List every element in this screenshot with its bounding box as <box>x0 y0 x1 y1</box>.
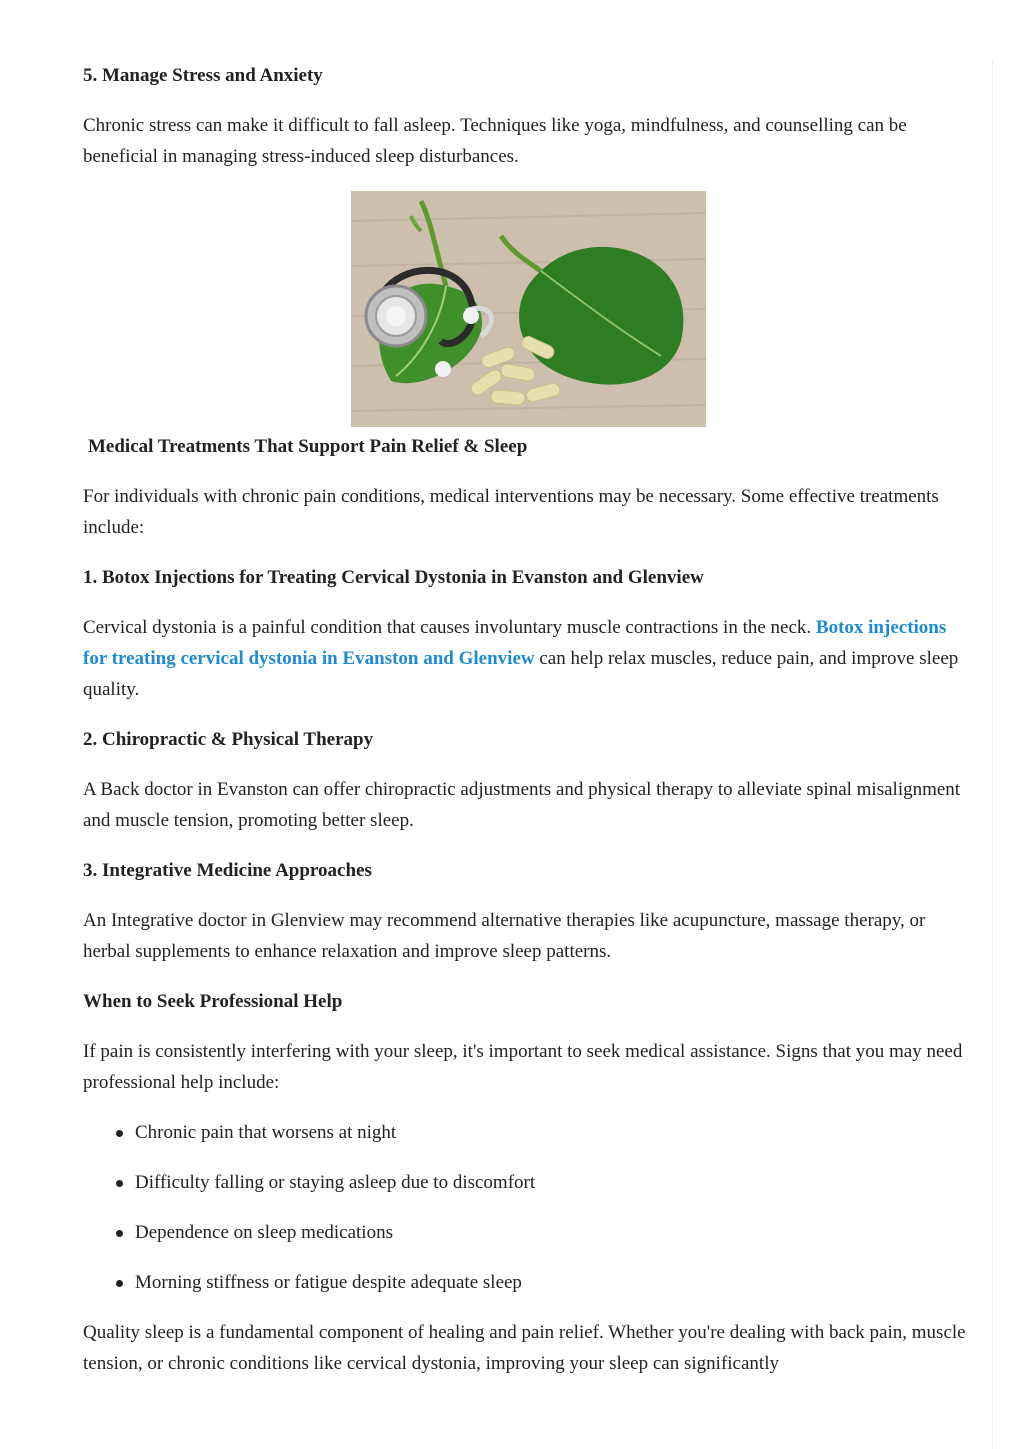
bullet-icon <box>116 1130 123 1137</box>
herbal-medicine-image <box>83 191 973 427</box>
closing-paragraph: Quality sleep is a fundamental component of healing and pain relief. Whether you're dealing with back pain, muscle tension, or chronic conditions like cervical dystonia, improving your sleep can significantly <box>83 1322 966 1374</box>
botox-cervical-dystonia-link[interactable]: Botox injections for treating cervical dystonia in Evanston and Glenview <box>83 617 947 669</box>
list-item-text: Difficulty falling or staying asleep due to discomfort <box>135 1172 536 1193</box>
botox-heading: 1. Botox Injections for Treating Cervical Dystonia in Evanston and Glenview <box>83 567 704 588</box>
integrative-paragraph: An Integrative doctor in Glenview may recommend alternative therapies like acupuncture, massage therapy, or herbal supplements to enhance relaxation and improve sleep patterns. <box>83 910 926 962</box>
medical-treatments-paragraph: For individuals with chronic pain conditions, medical interventions may be necessary. Some effective treatments include: <box>83 486 939 538</box>
botox-text-after: can help relax muscles, reduce pain, and improve sleep quality. <box>83 648 959 700</box>
warning-signs-list <box>83 1117 973 1298</box>
integrative-heading: 3. Integrative Medicine Approaches <box>83 860 372 881</box>
list-item-text: Morning stiffness or fatigue despite adequate sleep <box>135 1272 522 1293</box>
list-item-text: Chronic pain that worsens at night <box>135 1122 397 1143</box>
stress-paragraph: Chronic stress can make it difficult to fall asleep. Techniques like yoga, mindfulness, and counselling can be beneficial in managing stress-induced sleep disturbances. <box>83 115 907 167</box>
professional-help-heading: When to Seek Professional Help <box>83 991 343 1012</box>
stress-heading: 5. Manage Stress and Anxiety <box>83 65 323 86</box>
list-item-text: Dependence on sleep medications <box>135 1222 393 1243</box>
article-body <box>83 60 973 1398</box>
bullet-icon <box>116 1280 123 1287</box>
page-edge-divider <box>992 60 993 1449</box>
chiropractic-paragraph: A Back doctor in Evanston can offer chiropractic adjustments and physical therapy to alleviate spinal misalignment and muscle tension, promoting better sleep. <box>83 779 961 831</box>
list-item <box>135 1217 973 1248</box>
medical-treatments-heading: Medical Treatments That Support Pain Relief & Sleep <box>88 436 528 457</box>
bullet-icon <box>116 1230 123 1237</box>
stethoscope-leaves-capsules-illustration <box>351 191 706 427</box>
bullet-icon <box>116 1180 123 1187</box>
list-item <box>135 1117 973 1148</box>
list-item <box>135 1267 973 1298</box>
list-item <box>135 1167 973 1198</box>
chiropractic-heading: 2. Chiropractic & Physical Therapy <box>83 729 374 750</box>
botox-text-before: Cervical dystonia is a painful condition that causes involuntary muscle contractions in the neck. <box>83 617 816 638</box>
botox-paragraph <box>83 612 973 705</box>
professional-help-paragraph: If pain is consistently interfering with your sleep, it's important to seek medical assistance. Signs that you may need professional help include: <box>83 1041 963 1093</box>
